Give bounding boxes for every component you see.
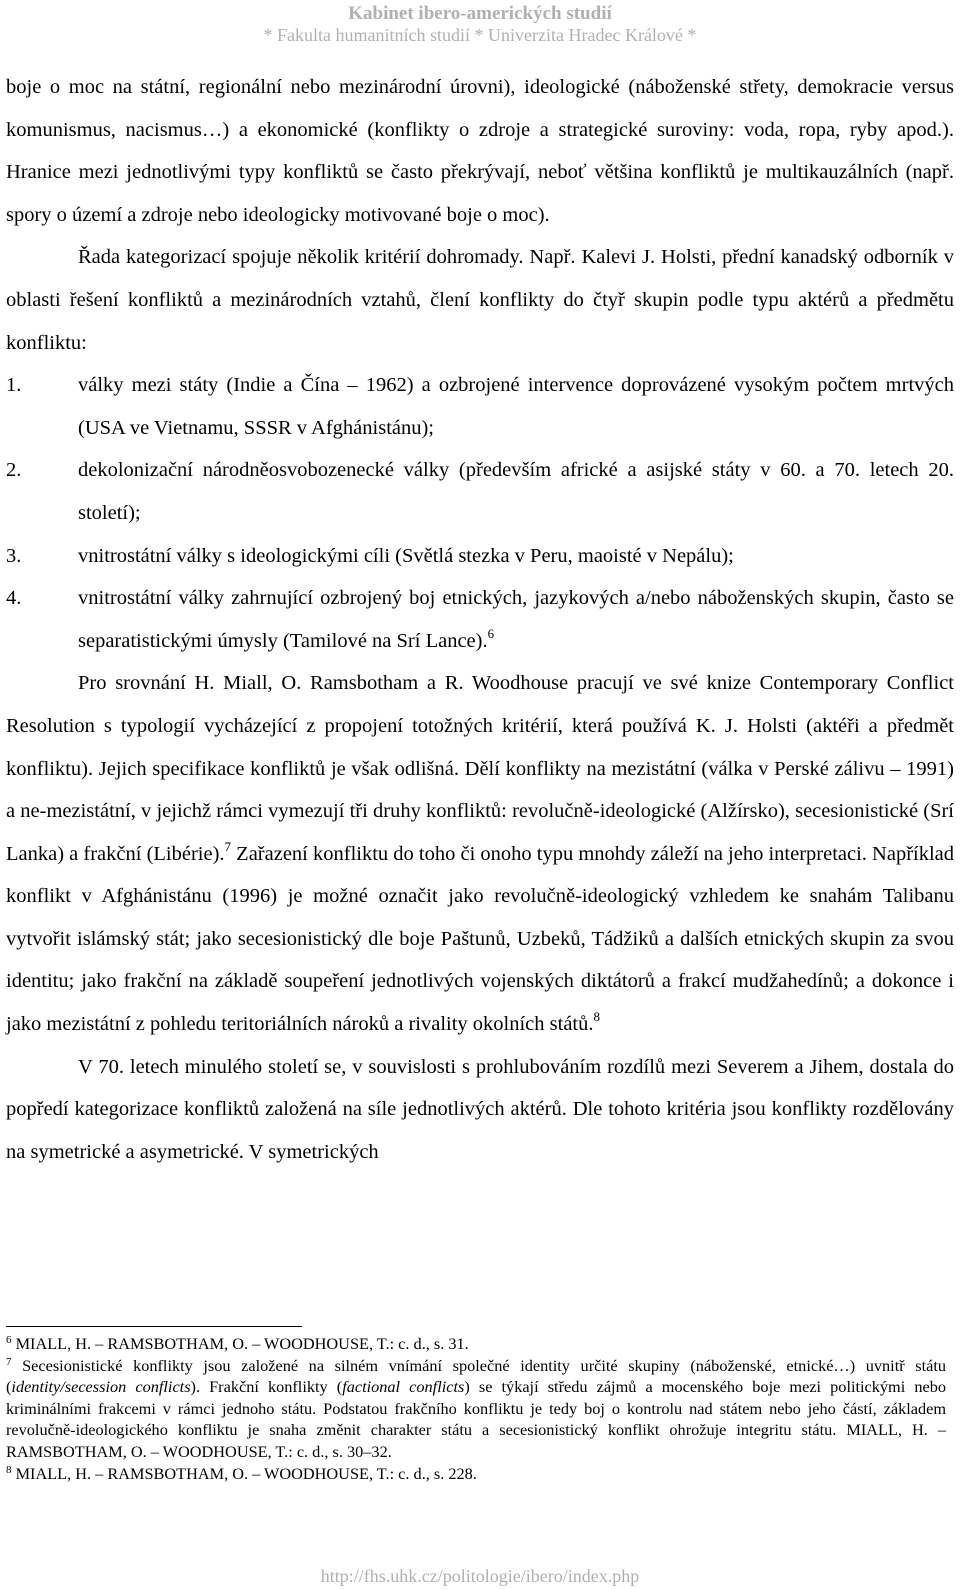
main-text xyxy=(6,66,954,1173)
conflict-types-list xyxy=(6,364,954,662)
page-footer-url[interactable]: http://fhs.uhk.cz/politologie/ibero/index.php xyxy=(320,1566,640,1586)
header-subtitle: * Fakulta humanitních studií * Univerzita Hradec Králové * xyxy=(263,25,697,45)
footnote-text: MIALL, H. – RAMSBOTHAM, O. – WOODHOUSE, T.: c. d., s. 31. xyxy=(11,1334,469,1353)
paragraph-3-part-a: Pro srovnání H. Miall, O. Ramsbotham a R. Woodhouse pracují ve své knize Contemporary Conflict Resolution s typologií vycházející z propojení totožných kritérií, která používá K. J. Holsti (aktéři a předmět konfliktu). Jejich specifikace konfliktů je však odlišná. Dělí konflikty na mezistátní (válka v Perské zálivu – 1991) a ne-mezistátní, v jejichž rámci vymezují tři druhy konfliktů: revolučně-ideologické (Alžírsko), secesionistické (Srí Lanka) a frakční (Libérie). xyxy=(6,672,954,865)
footnote-7 xyxy=(6,1355,946,1463)
list-item: 1. války mezi státy (Indie a Čína – 1962) a ozbrojené intervence doprovázené vysokým počtem mrtvých (USA ve Vietnamu, SSSR v Afghánistánu); xyxy=(6,364,954,449)
footnote-text: Secesionistické konflikty jsou založené na silném vnímání společné identity určité skupiny (náboženské, etnické…) uvnitř státu ( xyxy=(6,1355,946,1397)
list-item-text: vnitrostátní války s ideologickými cíli (Světlá stezka v Peru, maoisté v Nepálu); xyxy=(78,544,734,567)
footnote-term: identity/secession conflicts xyxy=(11,1377,191,1397)
list-item: 2. dekolonizační národněosvobozenecké války (především africké a asijské státy v 60. a 70. letech 20. století); xyxy=(6,449,954,534)
paragraph-4: V 70. letech minulého století se, v souvislosti s prohlubováním rozdílů mezi Severem a Jihem, dostala do popředí kategorizace konfliktů založená na síle jednotlivých aktérů. Dle tohoto kritéria jsou konflikty rozdělovány na symetrické a asymetrické. V symetrických xyxy=(6,1055,954,1163)
footnote-6 xyxy=(6,1333,946,1355)
paragraph-3-part-b: Zařazení konfliktu do toho či onoho typu mnohdy záleží na jeho interpretaci. Například konflikt v Afghánistánu (1996) je možné označit jako revolučně-ideologický vzhledem ke snahám Talibanu vytvořit islámský stát; jako secesionistický dle boje Paštunů, Uzbeků, Tádžiků a dalších etnických skupin za svou identitu; jako frakční na základě soupeření jednotlivých vojenských diktátorů a frakcí mudžahedínů; a dokonce i jako mezistátní z pohledu teritoriálních nároků a rivality okolních států. xyxy=(6,842,955,1036)
footnote-text: MIALL, H. – RAMSBOTHAM, O. – WOODHOUSE, T.: c. d., s. 228. xyxy=(11,1463,477,1483)
paragraph-3 xyxy=(6,662,954,1045)
footnotes xyxy=(6,1333,946,1484)
list-item: 3. vnitrostátní války s ideologickými cíli (Světlá stezka v Peru, maoisté v Nepálu); xyxy=(6,535,954,578)
list-item-text: vnitrostátní války zahrnující ozbrojený boj etnických, jazykových a/nebo náboženských skupin, často se separatistickými úmysly (Tamilové na Srí Lance). xyxy=(78,587,954,652)
footnote-number: 7 xyxy=(6,1355,12,1368)
list-item-text: dekolonizační národněosvobozenecké války (především africké a asijské státy v 60. a 70. letech 20. století); xyxy=(78,459,954,524)
footnote-ref-8[interactable]: 8 xyxy=(593,1009,601,1025)
paragraph-2: Řada kategorizací spojuje několik kritérií dohromady. Např. Kalevi J. Holsti, přední kanadský odborník v oblasti řešení konfliktů a mezinárodních vztahů, člení konflikty do čtyř skupin podle typu aktérů a předmětu konfliktu: xyxy=(6,246,954,354)
footnote-number: 6 xyxy=(6,1334,12,1346)
footnote-8 xyxy=(6,1463,946,1485)
footnote-ref-7[interactable]: 7 xyxy=(224,838,232,854)
header-title: Kabinet ibero-amerických studií xyxy=(348,3,612,24)
footnote-number: 8 xyxy=(6,1463,12,1476)
footnote-separator xyxy=(6,1326,302,1327)
list-item: 4. vnitrostátní války zahrnující ozbrojený boj etnických, jazykových a/nebo náboženských skupin, často se separatistickými úmysly (Tamilové na Srí Lance).$^6$ xyxy=(6,577,954,662)
footnote-text: ). Frakční konflikty ( xyxy=(190,1377,343,1397)
footnote-term: factional conflicts xyxy=(342,1377,465,1397)
list-item-text-wrapper xyxy=(6,577,954,662)
footnote-text: ) se týkají středu zájmů a mocenského boje mezi politickými nebo kriminálními frakcemi v rámci jednoho státu. Podstatou frakčního konfliktu je tedy boj o kontrolu nad státem nebo jeho částí, základem revolučně-ideologického konfliktu je snaha změnit charakter státu a secesionistický konflikt ohrožuje integritu státu. MIALL, H. – RAMSBOTHAM, O. – WOODHOUSE, T.: c. d., s. 30–32. xyxy=(6,1377,946,1461)
footnote-ref-6[interactable]: 6 xyxy=(487,625,495,641)
list-item-text: války mezi státy (Indie a Čína – 1962) a ozbrojené intervence doprovázené vysokým počtem mrtvých (USA ve Vietnamu, SSSR v Afghánistánu); xyxy=(78,374,954,439)
paragraph-1: boje o moc na státní, regionální nebo mezinárodní úrovni), ideologické (náboženské střety, demokracie versus komunismus, nacismus…) a ekonomické (konflikty o zdroje a strategické suroviny: voda, ropa, ryby apod.). Hranice mezi jednotlivými typy konfliktů se často překrývají, neboť většina konfliktů je multikauzálních (např. spory o území a zdroje nebo ideologicky motivované boje o moc). xyxy=(6,76,954,226)
